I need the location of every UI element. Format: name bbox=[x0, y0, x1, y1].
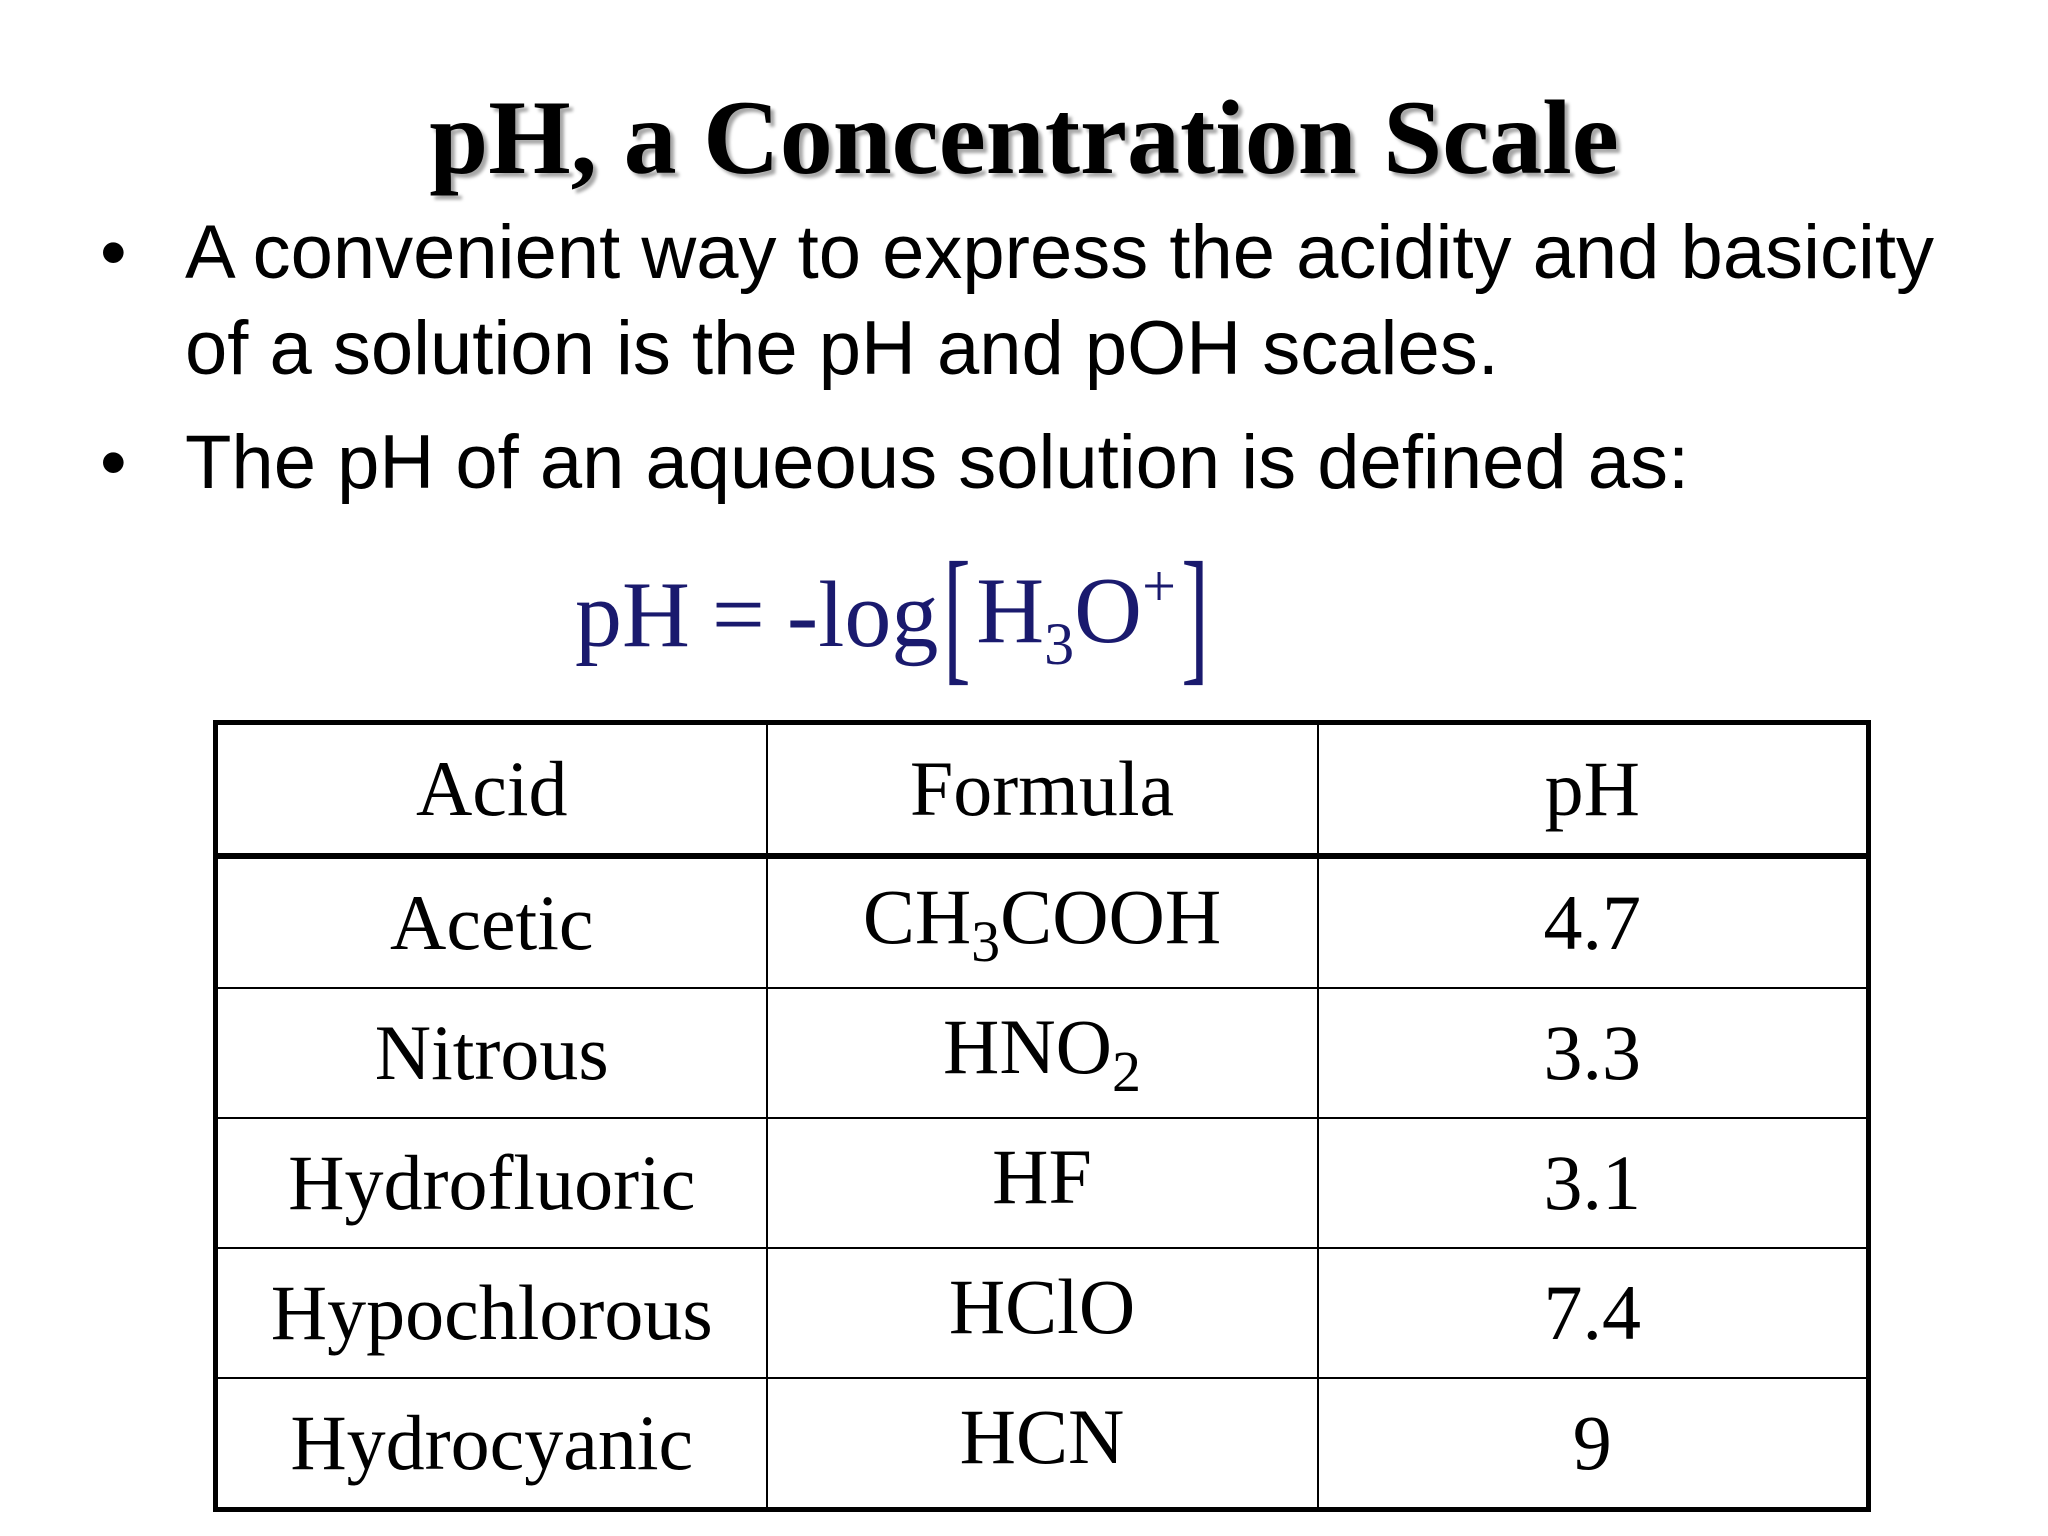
formula-post: COOH bbox=[1000, 872, 1222, 960]
header-ph: pH bbox=[1318, 723, 1869, 857]
bullet-item bbox=[100, 205, 2000, 397]
cell-formula bbox=[767, 1118, 1318, 1248]
formula-pre: HCN bbox=[959, 1392, 1125, 1480]
formula-species-tail: O bbox=[1074, 558, 1143, 663]
acid-ph-table bbox=[213, 720, 1871, 1512]
cell-formula bbox=[767, 1248, 1318, 1378]
formula-equals: = bbox=[711, 563, 765, 667]
formula-pre: CH bbox=[862, 872, 972, 960]
bullet-list bbox=[100, 205, 2000, 529]
bullet-text: A convenient way to express the acidity and basicity of a solution is the pH and pOH scales. bbox=[185, 210, 1934, 391]
cell-formula bbox=[767, 856, 1318, 988]
cell-ph: 7.4 bbox=[1318, 1248, 1869, 1378]
cell-formula bbox=[767, 988, 1318, 1118]
cell-acid: Acetic bbox=[216, 856, 767, 988]
bullet-dot-icon: • bbox=[100, 210, 127, 295]
formula-pre: HNO bbox=[943, 1002, 1112, 1090]
formula-sub: 3 bbox=[971, 908, 1001, 974]
formula-pre: HF bbox=[992, 1132, 1092, 1220]
bullet-item bbox=[100, 415, 2000, 511]
formula-open-bracket: [ bbox=[943, 532, 972, 698]
cell-acid: Hypochlorous bbox=[216, 1248, 767, 1378]
formula-pre: HClO bbox=[948, 1262, 1136, 1350]
header-acid: Acid bbox=[216, 723, 767, 857]
slide-title: pH, a Concentration Scale bbox=[429, 79, 1619, 196]
formula-close-bracket: ] bbox=[1181, 532, 1209, 698]
formula-sub: 2 bbox=[1112, 1038, 1141, 1104]
header-formula: Formula bbox=[767, 723, 1318, 857]
formula-species-main: H bbox=[976, 558, 1045, 663]
table-row bbox=[216, 988, 1869, 1118]
formula-species-sub: 3 bbox=[1044, 610, 1075, 677]
table-row bbox=[216, 1378, 1869, 1510]
formula-lhs: pH bbox=[575, 563, 690, 667]
cell-formula bbox=[767, 1378, 1318, 1510]
cell-ph: 9 bbox=[1318, 1378, 1869, 1510]
cell-acid: Hydrofluoric bbox=[216, 1118, 767, 1248]
ph-formula bbox=[575, 532, 1214, 698]
formula-func: -log bbox=[786, 563, 939, 667]
cell-ph: 3.3 bbox=[1318, 988, 1869, 1118]
cell-acid: Nitrous bbox=[216, 988, 767, 1118]
formula-species bbox=[976, 552, 1176, 679]
cell-ph: 4.7 bbox=[1318, 856, 1869, 988]
cell-ph: 3.1 bbox=[1318, 1118, 1869, 1248]
formula-species-charge: + bbox=[1142, 552, 1176, 619]
table-row bbox=[216, 1118, 1869, 1248]
table-header-row bbox=[216, 723, 1869, 857]
bullet-text: The pH of an aqueous solution is defined as: bbox=[185, 420, 1690, 505]
bullet-dot-icon: • bbox=[100, 420, 127, 505]
table-row bbox=[216, 856, 1869, 988]
cell-acid: Hydrocyanic bbox=[216, 1378, 767, 1510]
table-row bbox=[216, 1248, 1869, 1378]
